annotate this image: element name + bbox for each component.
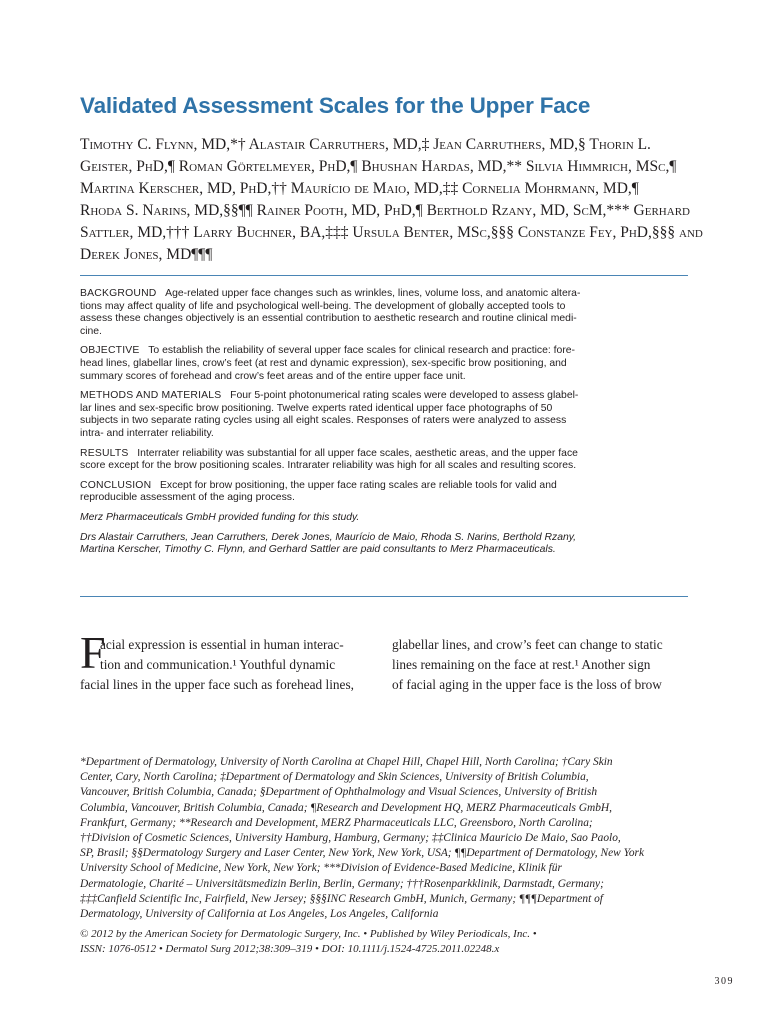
abstract-line: reproducible assessment of the aging process. bbox=[80, 492, 295, 504]
disclosure-statement bbox=[80, 532, 688, 557]
abstract-results bbox=[80, 448, 688, 473]
abstract-objective bbox=[80, 345, 688, 383]
affiliation-line: SP, Brasil; §§Dermatology Surgery and Laser Center, New York, New York, USA; ¶¶Department of Dermatology, New York bbox=[80, 847, 645, 860]
author-list bbox=[80, 134, 703, 266]
body-line: of facial aging in the upper face is the loss of brow bbox=[392, 677, 662, 692]
abstract-background bbox=[80, 288, 688, 338]
abstract-line: Except for brow positioning, the upper face rating scales are reliable tools for valid and bbox=[159, 479, 557, 491]
abstract-line: assess these changes objectively is an essential contribution to aesthetic research and routine clinical medi- bbox=[80, 313, 577, 325]
section-head: METHODS AND MATERIALS bbox=[80, 390, 222, 402]
affiliation-line: Center, Cary, North Carolina; ‡Department of Dermatology and Skin Sciences, University of British Columbia, bbox=[80, 771, 589, 784]
abstract-line: Interrater reliability was substantial for all upper face scales, aesthetic areas, and the upper face bbox=[137, 447, 578, 459]
abstract-line: lar lines and sex-specific brow positioning. Twelve experts rated identical upper face photographs of 50 bbox=[80, 402, 553, 414]
body-line: acial expression is essential in human interac- bbox=[100, 637, 344, 652]
author-line: Timothy C. Flynn, MD,*† Alastair Carruthers, MD,‡ Jean Carruthers, MD,§ Thorin L. bbox=[80, 136, 651, 153]
abstract-conclusion bbox=[80, 480, 688, 505]
abstract-line: head lines, glabellar lines, crow’s feet (at rest and dynamic expression), sex-specific brow positioning, and bbox=[80, 357, 567, 369]
disclosure-line: Martina Kerscher, Timothy C. Flynn, and Gerhard Sattler are paid consultants to Merz Pharmaceuticals. bbox=[80, 544, 556, 556]
author-line: Martina Kerscher, MD, PhD,†† Maurício de Maio, MD,‡‡ Cornelia Mohrmann, MD,¶ bbox=[80, 180, 639, 197]
section-head: CONCLUSION bbox=[80, 479, 152, 491]
abstract-line: Four 5-point photonumerical rating scales were developed to assess glabel- bbox=[230, 390, 579, 402]
affiliation-line: Columbia, Vancouver, British Columbia, Canada; ¶Research and Development HQ, MERZ Pharmaceuticals GmbH, bbox=[80, 801, 612, 814]
affiliation-line: Dermatology, University of California at Los Angeles, Los Angeles, California bbox=[80, 908, 439, 921]
affiliations bbox=[80, 755, 690, 922]
author-line: Sattler, MD,††† Larry Buchner, BA,‡‡‡ Ursula Benter, MSc,§§§ Constanze Fey, PhD,§§§ and bbox=[80, 224, 703, 241]
body-line: lines remaining on the face at rest.¹ Another sign bbox=[392, 657, 651, 672]
body-line: tion and communication.¹ Youthful dynamic bbox=[100, 657, 336, 672]
abstract-methods bbox=[80, 390, 688, 440]
abstract-line: score except for the brow positioning scales. Intrarater reliability was high for all scales and resulting scores. bbox=[80, 460, 577, 472]
drop-cap: F bbox=[80, 627, 106, 678]
abstract-line: subjects in two separate rating cycles using all eight scales. Responses of raters were analyzed to assess bbox=[80, 415, 567, 427]
funding-statement bbox=[80, 512, 688, 525]
body-line: facial lines in the upper face such as forehead lines, bbox=[80, 677, 354, 692]
copyright-notice bbox=[80, 927, 690, 957]
affiliation-line: Vancouver, British Columbia, Canada; §Department of Ophthalmology and Visual Sciences, University of British bbox=[80, 786, 598, 799]
affiliation-line: Frankfurt, Germany; **Research and Development, MERZ Pharmaceuticals LLC, Greensboro, North Carolina; bbox=[80, 816, 593, 829]
abstract-top-rule bbox=[80, 275, 688, 276]
article-title: Validated Assessment Scales for the Upper Face bbox=[80, 93, 591, 118]
abstract-line: Age-related upper face changes such as wrinkles, lines, volume loss, and anatomic altera- bbox=[165, 288, 581, 299]
abstract-line: summary scores of forehead and crow’s feet areas and of the entire upper face unit. bbox=[80, 370, 466, 382]
affiliation-line: Dermatologie, Charité – Universitätsmedizin Berlin, Berlin, Germany; †††Rosenparkklinik, Darmstadt, Germany; bbox=[80, 877, 604, 890]
abstract-line: intra- and interrater reliability. bbox=[80, 427, 214, 439]
funding-line: Merz Pharmaceuticals GmbH provided funding for this study. bbox=[80, 511, 360, 523]
body-column-right bbox=[392, 635, 688, 695]
abstract-line: tions may affect quality of life and psychological well-being. The development of globally accepted tools to bbox=[80, 300, 566, 312]
abstract-line: To establish the reliability of several upper face scales for clinical research and practice: fore- bbox=[148, 345, 576, 357]
author-line: Geister, PhD,¶ Roman Görtelmeyer, PhD,¶ Bhushan Hardas, MD,** Silvia Himmrich, MSc,¶ bbox=[80, 158, 677, 175]
body-column-left bbox=[80, 635, 376, 695]
section-head: RESULTS bbox=[80, 447, 129, 459]
body-line: glabellar lines, and crow’s feet can change to static bbox=[392, 637, 663, 652]
copyright-line: © 2012 by the American Society for Dermatologic Surgery, Inc. • Published by Wiley Periodicals, Inc. • bbox=[80, 928, 537, 940]
abstract-line: cine. bbox=[80, 325, 102, 337]
disclosure-line: Drs Alastair Carruthers, Jean Carruthers, Derek Jones, Maurício de Maio, Rhoda S. Narins, Berthold Rzany, bbox=[80, 531, 577, 543]
abstract bbox=[80, 288, 688, 564]
affiliation-line: ††Division of Cosmetic Sciences, University Hamburg, Hamburg, Germany; ‡‡Clinica Mauricio De Maio, Sao Paolo, bbox=[80, 832, 621, 845]
affiliation-line: *Department of Dermatology, University of North Carolina at Chapel Hill, Chapel Hill, North Carolina; †Cary Skin bbox=[80, 756, 613, 768]
affiliation-line: ‡‡‡Canfield Scientific Inc, Fairfield, New Jersey; §§§INC Research GmbH, Munich, Germany; ¶¶¶Department of bbox=[80, 892, 603, 905]
citation-line: ISSN: 1076-0512 • Dermatol Surg 2012;38:309–319 • DOI: 10.1111/j.1524-4725.2011.02248.x bbox=[80, 942, 500, 955]
author-line: Derek Jones, MD¶¶¶ bbox=[80, 246, 213, 263]
section-head: BACKGROUND bbox=[80, 288, 157, 299]
author-line: Rhoda S. Narins, MD,§§¶¶ Rainer Pooth, MD, PhD,¶ Berthold Rzany, MD, ScM,*** Gerhard bbox=[80, 202, 690, 219]
section-head: OBJECTIVE bbox=[80, 345, 140, 357]
page-number: 309 bbox=[714, 976, 734, 987]
abstract-bottom-rule bbox=[80, 596, 688, 597]
affiliation-line: University School of Medicine, New York, New York; ***Division of Evidence-Based Medicine, Klinik für bbox=[80, 862, 562, 875]
